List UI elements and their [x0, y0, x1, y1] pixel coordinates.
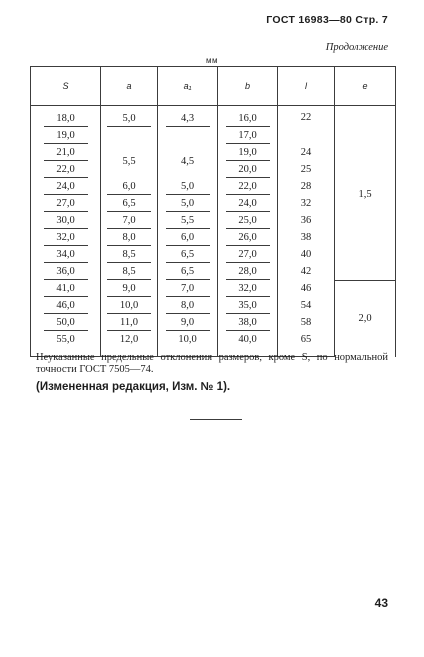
- cell-a1: 5,5: [166, 213, 210, 229]
- cell-l: 58: [300, 317, 312, 328]
- cell-l: 36: [300, 215, 312, 226]
- cell-s: 50,0: [44, 315, 88, 331]
- cell-l: 25: [300, 164, 312, 175]
- cell-a: 5,5: [122, 155, 136, 167]
- cell-a1: 6,5: [166, 247, 210, 263]
- cell-a: 6,0: [107, 179, 151, 195]
- cell-s: 18,0: [44, 111, 88, 127]
- cell-a: 8,0: [107, 230, 151, 246]
- cell-a1: 4,3: [166, 111, 210, 127]
- cell-s: 30,0: [44, 213, 88, 229]
- cell-l: 32: [300, 198, 312, 209]
- document-header: ГОСТ 16983—80 Стр. 7: [266, 14, 388, 26]
- cell-l: 40: [300, 249, 312, 260]
- header-s: S: [31, 67, 101, 106]
- unit-label: мм: [206, 56, 218, 65]
- cell-b: 25,0: [226, 213, 270, 229]
- cell-l: 28: [300, 181, 312, 192]
- cell-b: 24,0: [226, 196, 270, 212]
- dimensions-table: [30, 66, 396, 357]
- cell-s: 55,0: [56, 334, 75, 345]
- cell-b: 16,0: [226, 111, 270, 127]
- page-number: 43: [374, 596, 388, 610]
- cell-b: 20,0: [226, 162, 270, 178]
- table-row: [31, 280, 396, 297]
- cell-a: 5,0: [107, 111, 151, 127]
- cell-l: 38: [300, 232, 312, 243]
- cell-e-upper: 1,5: [335, 106, 396, 281]
- table-header-row: [31, 67, 396, 106]
- cell-a: 7,0: [107, 213, 151, 229]
- header-e: e: [335, 67, 396, 106]
- cell-s: 22,0: [44, 162, 88, 178]
- continuation-label: Продолжение: [325, 42, 388, 53]
- cell-l: 22: [300, 112, 312, 123]
- header-a1: a₁: [158, 67, 218, 106]
- cell-a1: 10,0: [178, 334, 197, 345]
- cell-s: 46,0: [44, 298, 88, 314]
- cell-l: 24: [300, 147, 312, 158]
- cell-a: 6,5: [107, 196, 151, 212]
- cell-a1: 5,0: [166, 179, 210, 195]
- cell-a: 11,0: [107, 315, 151, 331]
- table-row: [31, 106, 396, 128]
- cell-l: 54: [300, 300, 312, 311]
- cell-b: 26,0: [226, 230, 270, 246]
- cell-s: 36,0: [44, 264, 88, 280]
- header-a: a: [101, 67, 158, 106]
- cell-s: 32,0: [44, 230, 88, 246]
- cell-b: 27,0: [226, 247, 270, 263]
- cell-e-lower: 2,0: [335, 280, 396, 357]
- cell-b: 40,0: [238, 334, 257, 345]
- cell-a1: 7,0: [166, 281, 210, 297]
- cell-b: 19,0: [226, 145, 270, 161]
- tolerance-note: Неуказанные предельные отклонения размеров, кроме S, по нормальной точности ГОСТ 7505—74.: [36, 352, 388, 375]
- separator-rule: [190, 419, 242, 420]
- cell-a1: 4,5: [180, 155, 195, 167]
- cell-a1: 8,0: [166, 298, 210, 314]
- cell-l: 42: [300, 266, 312, 277]
- cell-s: 34,0: [44, 247, 88, 263]
- cell-s: 27,0: [44, 196, 88, 212]
- cell-a1: 9,0: [166, 315, 210, 331]
- cell-a: 8,5: [107, 247, 151, 263]
- header-b: b: [218, 67, 278, 106]
- amendment-note: (Измененная редакция, Изм. № 1).: [36, 381, 231, 393]
- cell-l: 65: [300, 334, 312, 345]
- cell-a1: 5,0: [166, 196, 210, 212]
- header-l: l: [278, 67, 335, 106]
- cell-s: 41,0: [44, 281, 88, 297]
- cell-b: 38,0: [226, 315, 270, 331]
- cell-b: 22,0: [226, 179, 270, 195]
- cell-s: 21,0: [44, 145, 88, 161]
- cell-a: 12,0: [119, 334, 139, 345]
- cell-b: 28,0: [226, 264, 270, 280]
- cell-a: 10,0: [107, 298, 151, 314]
- cell-s: 19,0: [44, 128, 88, 144]
- cell-b: 17,0: [226, 128, 270, 144]
- cell-b: 32,0: [226, 281, 270, 297]
- cell-a: 9,0: [107, 281, 151, 297]
- cell-b: 35,0: [226, 298, 270, 314]
- cell-a: 8,5: [107, 264, 151, 280]
- cell-a1: 6,0: [166, 230, 210, 246]
- cell-l: 46: [300, 283, 312, 294]
- cell-a1: 6,5: [166, 264, 210, 280]
- cell-s: 24,0: [44, 179, 88, 195]
